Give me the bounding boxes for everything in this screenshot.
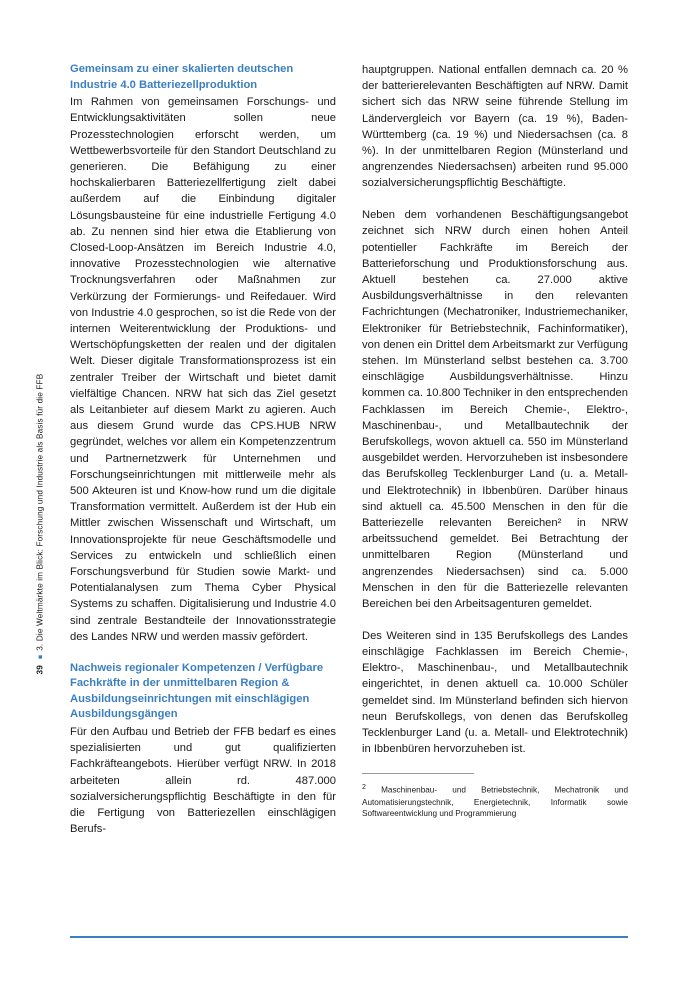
paragraph-fachkraefte: Für den Aufbau und Betrieb der FFB bedarf es eines spezialisierten und gut qualifizierten Fachkräfteangebots. Hierüber verfügt NRW. In 2018 arbeiteten allein rd. 487.000 sozialversicherungspflichtig Beschäftigte in den für die Fertigung von Batteriezellen einschlägigen Berufs-	[70, 725, 336, 836]
bullet-icon: ■	[37, 654, 45, 660]
running-head-rail	[0, 0, 46, 990]
paragraph-spacer	[362, 192, 628, 208]
page-bottom-rule	[70, 936, 628, 938]
footnote-marker: 2	[362, 784, 366, 792]
running-head	[36, 0, 45, 675]
paragraph-berufskollegs: Des Weiteren sind in 135 Berufskollegs des Landes einschlägige Fachklassen im Bereich Chemie-, Elektro-, Maschinenbau-, und Metallbautechnik eingerichtet, in denen aktuell ca. 10.000 Schüler gemeldet sind. Im Münsterland befinden sich hiervon neun Berufskollegs, von denen das Berufskolleg Tecklenburger Land (u. a. Metall- und Elektrotechnik) in Ibbenbüren hervorzuheben ist.	[362, 629, 628, 756]
paragraph-ausbildung: Neben dem vorhandenen Beschäftigungsangebot zeichnet sich NRW durch einen hohen Anteil potentieller Fachkräfte im Bereich der Batterieforschung und Produktionsforschung aus. Aktuell bestehen ca. 27.000 aktive Ausbildungsverhältnisse in den relevanten Fachrichtungen (Mechatroniker, Industriemechaniker, Elektroniker für Betriebstechnik, Fachinformatiker), von denen ein Drittel dem Arbeitsmarkt zur Verfügung stehen. Im Münsterland selbst bestehen ca. 3.700 einschlägige Ausbildungsverhältnisse. Hinzu kommen ca. 10.800 Techniker in den entsprechenden Fachklassen im Bereich Chemie-, Elektro-, Maschinenbau-, und Metallbautechnik der Berufskollegs, wovon aktuell ca. 550 im Münsterland ausgebildet werden. Hervorzuheben ist insbesondere das Berufskolleg Tecklenburger Land (u. a. Metall- und Elektrotechnik) in Ibbenbüren. Darüber hinaus sind aktuell ca. 45.500 Menschen in den für die Batteriezelle relevanten Bereichen² in NRW arbeitssuchend gemeldet. Bei Betrachtung der unmittelbaren Region (Münsterland und angrenzendes Niedersachsen) sind ca. 5.000 Menschen in den für die Batteriezelle relevanten Bereichen bei den Arbeitsagenturen gemeldet.	[362, 209, 628, 610]
right-column	[362, 62, 628, 828]
paragraph-berufshauptgruppen: hauptgruppen. National entfallen demnach ca. 20 % der batterierelevanten Beschäftigten auf NRW. Damit sichert sich das NRW seine führende Stellung im Ländervergleich vor Bayern (ca. 19 %), Baden-Württemberg (ca. 19 %) und Niedersachsen (ca. 8 %). In der unmittelbaren Region (Münsterland und angrenzendes Niedersachsen) arbeiten rund 95.000 sozialversicherungspflichtig Beschäftigte.	[362, 64, 628, 190]
section-heading-industrie40: Gemeinsam zu einer skalierten deutschen Industrie 4.0 Batteriezellproduktion	[70, 63, 294, 91]
footnote-divider	[362, 773, 474, 774]
paragraph-spacer	[362, 612, 628, 628]
section-heading-fachkraefte: Nachweis regionaler Kompetenzen / Verfügbare Fachkräfte in der unmittelbaren Region & Ausbildungseinrichtungen mit einschlägigen Ausbildungsgängen	[70, 661, 324, 721]
footnote	[362, 782, 628, 820]
footnote-text: Maschinenbau- und Betriebstechnik, Mechatronik und Automatisierungstechnik, Energietechnik, Informatik sowie Softwareentwicklung und Programmierung	[362, 786, 628, 819]
left-column	[70, 62, 336, 837]
paragraph-spacer	[70, 645, 336, 661]
paragraph-industrie40: Im Rahmen von gemeinsamen Forschungs- und Entwicklungsaktivitäten sollen neue Prozesstechnologien erforscht werden, um Wettbewerbsvorteile für den Standort Deutschland zu generieren. Die Befähigung zu einer hochskalierbaren Batteriezellfertigung zielt dabei außerdem auf die Einbindung digitaler Lösungsbausteine für eine industrielle Fertigung 4.0 ab. Zu nennen sind hier etwa die Etablierung von Closed-Loop-Ansätzen im Bereich Industrie 4.0, innovative Prozesstechnologien wie alternative Trocknungsverfahren oder Maßnahmen zur Verkürzung der Formierungs- und Reifedauer. Wird von Industrie 4.0 gesprochen, so ist die Rede von der internen Weiterentwicklung der Produktions- und Wertschöpfungsketten der realen und der digitalen Welt. Dieser digitale Transformationsprozess ist ein zentraler Treiber der Wirtschaft und bietet damit vielfältige Chancen. NRW hat sich das Ziel gesetzt als Leitanbieter auf diesem Markt zu agieren. Auch aus diesem Grund wurde das CPS.HUB NRW gegründet, welches vor allem ein Kompetenzzentrum und Partnernetzwerk für Unternehmen und Forschungseinrichtungen mit mittlerweile mehr als 500 Akteuren ist und Know-how rund um die digitale Transformation vermittelt. Außerdem ist der Hub ein Mittler zwischen Wissenschaft und Wirtschaft, um Innovationsprojekte für neue Geschäftsmodelle und Services zu entwickeln und schließlich einen Forschungsverbund für Studien sowie Markt- und Potentialanalysen zum Thema Cyber Physical Systems zu schaffen. Digitalisierung und Industrie 4.0 sind zentrale Bestandteile der Innovationsstrategie des Landes NRW und werden massiv gefördert.	[70, 96, 336, 643]
running-head-text: 3. Die Weltmärkte im Blick: Forschung und Industrie als Basis für die FFB	[35, 373, 45, 651]
page-number: 39	[35, 665, 45, 675]
